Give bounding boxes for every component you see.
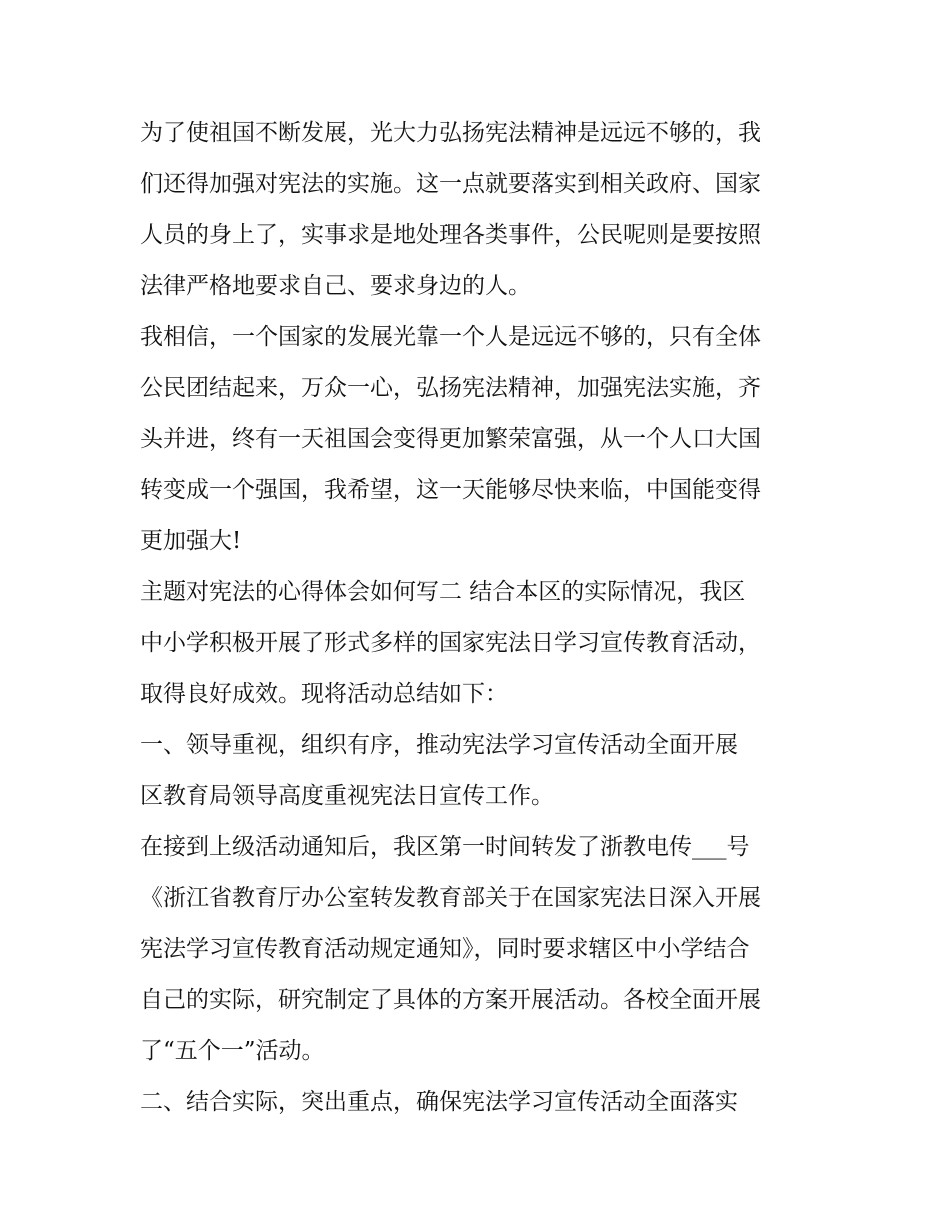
text-line: 《浙江省教育厅办公室转发教育部关于在国家宪法日深入开展: [140, 885, 761, 911]
text-line: 为了使祖国不断发展，光大力弘扬宪法精神是远远不够的，我: [140, 120, 761, 146]
text-line: 了“五个一”活动。: [140, 1038, 325, 1064]
text-line: 们还得加强对宪法的实施。这一点就要落实到相关政府、国家: [140, 171, 761, 197]
text-line: 头并进，终有一天祖国会变得更加繁荣富强，从一个人口大国: [140, 426, 761, 452]
text-line: 在接到上级活动通知后，我区第一时间转发了浙教电传___号: [140, 834, 750, 860]
text-line: 主题对宪法的心得体会如何写二 结合本区的实际情况，我区: [140, 579, 746, 605]
text-line: 中小学积极开展了形式多样的国家宪法日学习宣传教育活动，: [140, 630, 761, 656]
text-line: 区教育局领导高度重视宪法日宣传工作。: [140, 783, 554, 809]
document-body: [140, 108, 820, 1128]
section-heading: 一、领导重视，组织有序，推动宪法学习宣传活动全面开展: [140, 732, 738, 758]
text-line: 转变成一个强国，我希望，这一天能够尽快来临，中国能变得: [140, 477, 761, 503]
text-line: 人员的身上了，实事求是地处理各类事件，公民呢则是要按照: [140, 222, 761, 248]
text-line: 更加强大!: [140, 528, 242, 554]
text-line: 法律严格地要求自己、要求身边的人。: [140, 273, 531, 299]
text-line: 公民团结起来，万众一心，弘扬宪法精神，加强宪法实施，齐: [140, 375, 761, 401]
text-line: 我相信，一个国家的发展光靠一个人是远远不够的，只有全体: [140, 324, 761, 350]
text-line: 取得良好成效。现将活动总结如下：: [140, 681, 508, 707]
section-heading: 二、结合实际，突出重点，确保宪法学习宣传活动全面落实: [140, 1089, 738, 1115]
text-line: 宪法学习宣传教育活动规定通知》，同时要求辖区中小学结合: [140, 936, 750, 962]
text-line: 自己的实际，研究制定了具体的方案开展活动。各校全面开展: [140, 987, 761, 1013]
